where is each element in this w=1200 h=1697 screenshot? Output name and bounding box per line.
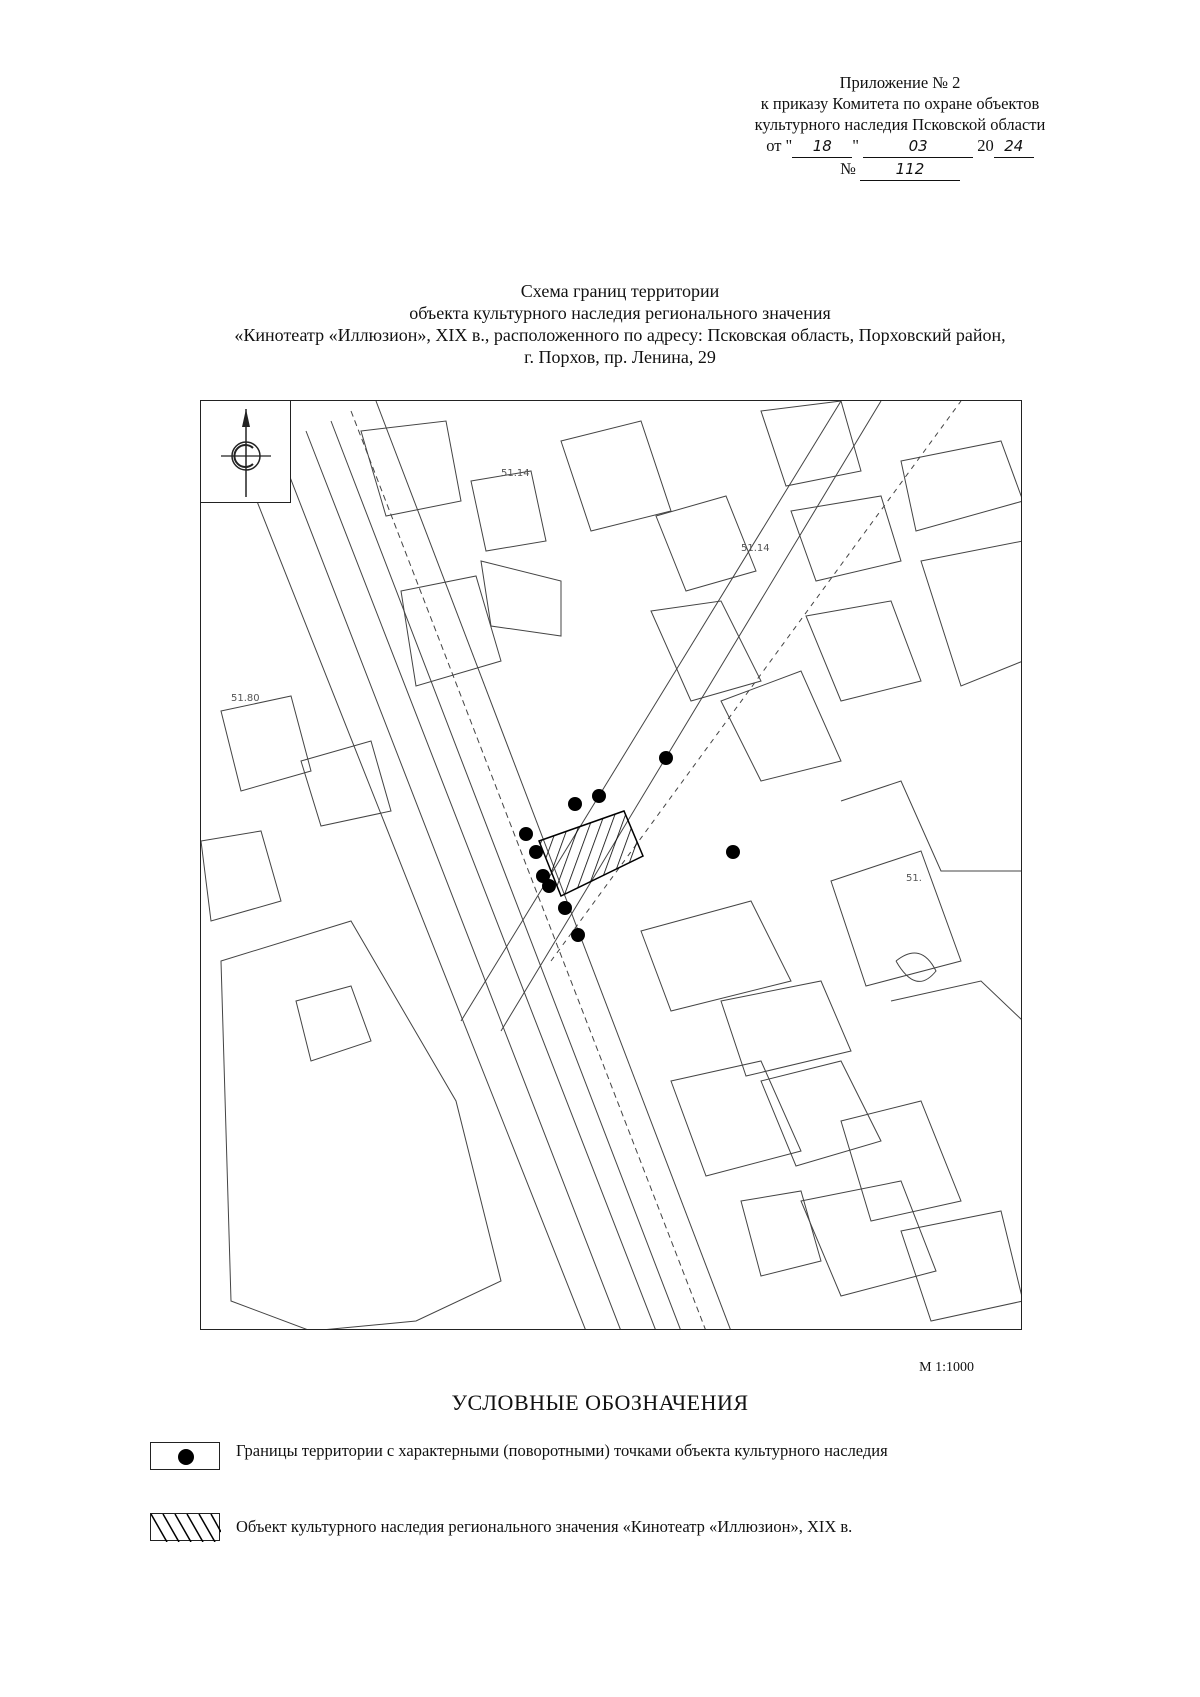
date-month: 03 xyxy=(863,136,973,158)
order-number-value: 112 xyxy=(860,159,960,181)
order-ref-line: к приказу Комитета по охране объектов xyxy=(760,94,1040,113)
order-ref-line: культурного наследия Псковской области xyxy=(754,115,1046,134)
map-drawing xyxy=(201,401,1022,1330)
boundary-point xyxy=(519,827,533,841)
north-arrow-icon xyxy=(201,401,291,503)
legend-item-label: Объект культурного наследия регионального значения «Кинотеатр «Иллюзион», XIX в. xyxy=(236,1517,853,1536)
date-day: 18 xyxy=(792,136,852,158)
elevation-label: 51.80 xyxy=(231,693,260,704)
appendix-label: Приложение № 2 xyxy=(839,73,961,92)
boundary-point xyxy=(659,751,673,765)
cadastral-map xyxy=(200,400,1022,1330)
document-header xyxy=(710,72,1090,181)
order-number: № 112 xyxy=(710,158,1090,181)
elevation-labels xyxy=(231,468,922,884)
elevation-label: 51. xyxy=(906,873,922,884)
scheme-title: Схема границ территории объекта культурного наследия регионального значения «Кинотеатр «Иллюзион», XIX в., расположенного по адресу: Псковская область, Порховский район, г. Порхов, пр. Ленина, 29 xyxy=(234,281,1006,367)
boundary-point xyxy=(529,845,543,859)
boundary-point xyxy=(726,845,740,859)
boundary-point xyxy=(568,797,582,811)
boundary-point xyxy=(571,928,585,942)
order-date: от " 18 " 03 20 24 xyxy=(710,135,1090,158)
legend-title: УСЛОВНЫЕ ОБОЗНАЧЕНИЯ xyxy=(451,1390,749,1415)
date-year: 24 xyxy=(994,136,1034,158)
boundary-point xyxy=(592,789,606,803)
elevation-label: 51.14 xyxy=(501,468,530,479)
boundary-point-icon xyxy=(150,1442,220,1470)
north-arrow-box xyxy=(201,401,291,503)
legend-item-label: Границы территории с характерными (поворотными) точками объекта культурного наследия xyxy=(236,1441,888,1460)
map-scale: М 1:1000 xyxy=(919,1360,974,1375)
hatch-pattern-icon xyxy=(150,1513,220,1541)
boundary-point xyxy=(542,879,556,893)
elevation-label: 51.14 xyxy=(741,543,770,554)
boundary-point xyxy=(558,901,572,915)
